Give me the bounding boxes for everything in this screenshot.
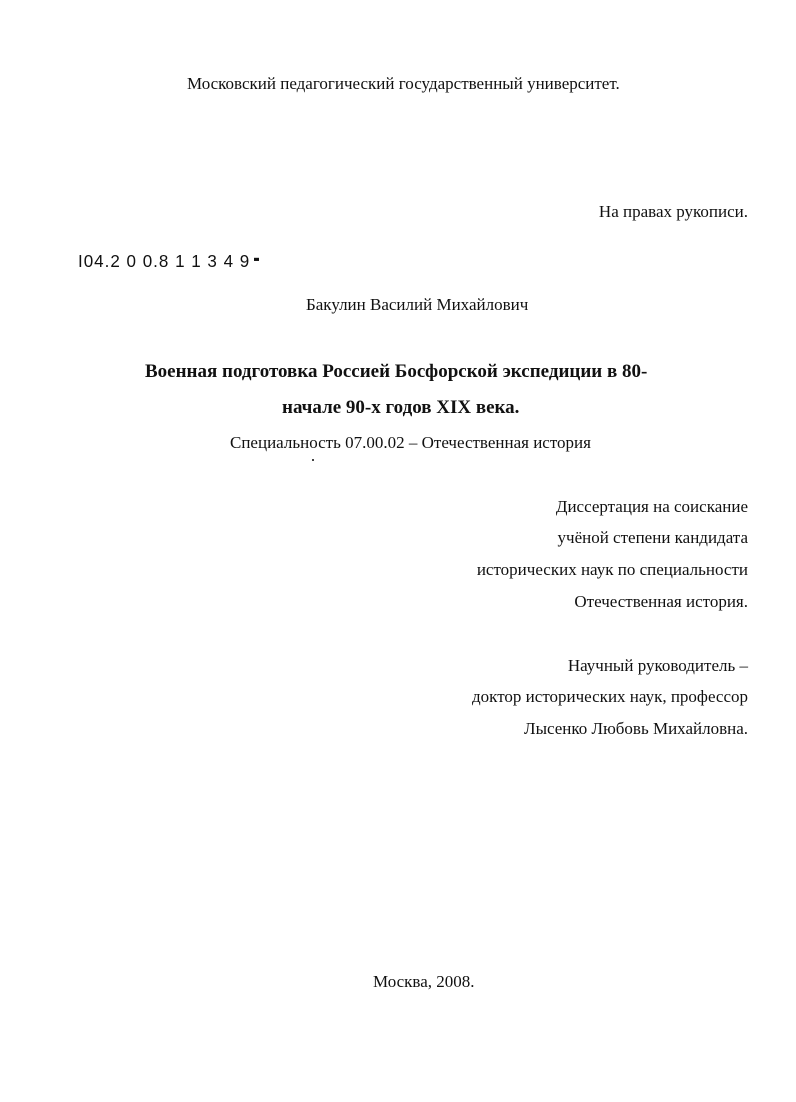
library-stamp (78, 252, 259, 273)
specialty-line: Специальность 07.00.02 – Отечественная история (230, 433, 591, 452)
city-year: Москва, 2008. (373, 972, 475, 991)
library-stamp-code: I04.2 0 0.8 1 1 3 4 9 (78, 251, 251, 272)
dissertation-info-line-3: исторических наук по специальности (476, 560, 748, 579)
dissertation-title-line-2: начале 90-х годов XIX века. (282, 397, 520, 418)
supervisor-line-2: доктор исторических наук, профессор (472, 687, 748, 706)
dissertation-title-line-1: Военная подготовка Россией Босфорской экспедиции в 80- (145, 361, 648, 382)
manuscript-rights-note: На правах рукописи. (598, 202, 748, 221)
dissertation-info-line-2: учёной степени кандидата (557, 528, 748, 547)
dissertation-info-line-1: Диссертация на соискание (555, 497, 748, 516)
university-name: Московский педагогический государственный университет. (187, 74, 620, 93)
dissertation-info-line-4: Отечественная история. (574, 592, 748, 611)
supervisor-line-3: Лысенко Любовь Михайловна. (524, 719, 748, 738)
scan-speck (312, 459, 314, 461)
supervisor-line-1: Научный руководитель – (567, 656, 748, 675)
stamp-dash-mark (254, 258, 259, 261)
author-name: Бакулин Василий Михайлович (306, 295, 529, 314)
